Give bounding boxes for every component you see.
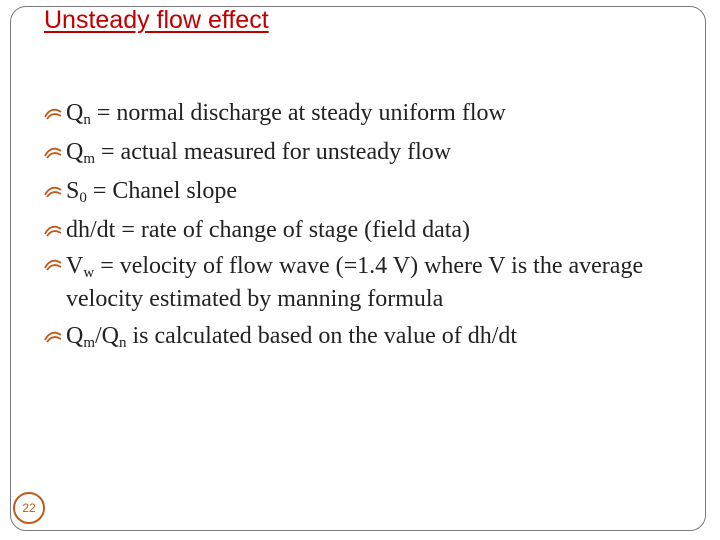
bullet-subscript: n <box>83 112 91 128</box>
bullet-marker-icon <box>44 222 62 240</box>
bullet-text: = Chanel slope <box>86 178 238 204</box>
bullet-symbol: Q <box>66 323 84 349</box>
bullet-marker-icon <box>44 105 62 123</box>
bullet-symbol: S <box>66 178 80 204</box>
bullet-subscript-2: n <box>119 335 127 351</box>
bullet-text: is calculated based on the value of dh/dt <box>126 323 518 349</box>
bullet-qn <box>44 95 684 134</box>
bullet-symbol: Q <box>66 100 84 126</box>
bullet-subscript: 0 <box>79 190 87 206</box>
bullet-dhdt <box>44 212 684 248</box>
bullet-qm <box>44 134 684 173</box>
page-number-badge: 22 <box>13 492 45 524</box>
bullet-symbol-2: /Q <box>95 323 120 349</box>
bullet-text: = actual measured for unsteady flow <box>95 139 452 165</box>
bullet-list <box>44 95 684 357</box>
bullet-marker-icon <box>44 256 62 274</box>
bullet-symbol: Q <box>66 139 84 165</box>
bullet-text: dh/dt = rate of change of stage (field data) <box>66 217 471 243</box>
bullet-subscript: w <box>83 265 95 281</box>
bullet-qm-qn <box>44 318 684 357</box>
bullet-symbol: V <box>66 253 84 279</box>
bullet-s0 <box>44 173 684 212</box>
bullet-marker-icon <box>44 144 62 162</box>
bullet-text: = velocity of flow wave (=1.4 V) where V is the average velocity estimated by manning formula <box>66 253 644 312</box>
bullet-vw <box>44 248 684 318</box>
bullet-subscript: m <box>83 151 96 167</box>
bullet-marker-icon <box>44 328 62 346</box>
bullet-text: = normal discharge at steady uniform flow <box>90 100 506 126</box>
bullet-subscript: m <box>83 335 96 351</box>
slide-title: Unsteady flow effect <box>44 6 269 34</box>
bullet-marker-icon <box>44 183 62 201</box>
